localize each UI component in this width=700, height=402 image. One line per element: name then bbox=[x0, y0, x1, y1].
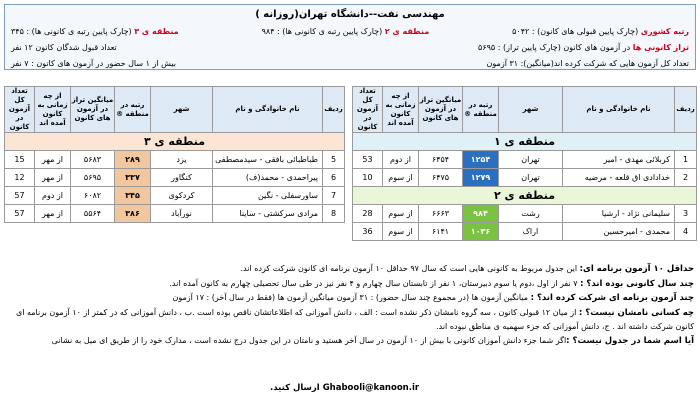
header-row-taraz bbox=[11, 43, 689, 52]
col-row: ردیف bbox=[323, 87, 345, 133]
table-row: 6 پیراحمدی - محمد(ف) کنگاور ۳۳۷ ۵۶۹۵ از مهر 12 bbox=[5, 169, 345, 187]
note-years: چند سال کانونی بوده اند؟ : ۷ نفر از اول ،دوم یا سوم دبیرستان، ۱ نفر از تابستان سال چهارم و ۴ نفر نیز در طی سال تحصیلی چهارم به کانون آمده اند. bbox=[169, 278, 694, 289]
note-min-exams: حداقل ۱۰ آزمون برنامه ای: این جدول مربوط به کانونی هایی است که سال ۹۷ حداقل ۱۰ آزمون برنامه ای کانون شرکت کرده اند. bbox=[240, 264, 694, 274]
col-name: نام خانوادگی و نام bbox=[563, 87, 675, 133]
col-total: تعداد کل آزمون در کانون bbox=[5, 87, 35, 133]
note-missing-names-cont: کانون شرکت داشته اند . ج، دانش آموزانی که جزء سهمیه ی مناطق نبوده اند. bbox=[436, 322, 694, 331]
table-row: 5 طباطبائی بافقی - سیدمصطفی یزد ۲۸۹ ۵۶۸۳ از مهر 15 bbox=[5, 151, 345, 169]
col-city: شهر bbox=[151, 87, 213, 133]
avg-exams: تعداد کل آزمون هایی که شرکت کرده اند(میانگین): ۳۱ آزمون bbox=[486, 59, 689, 68]
region1-heading: منطقه ی ۱ bbox=[353, 133, 697, 151]
region2-rank: منطقه ی ۲ (چارک پایین رتبه ی کانونی ها) : ۹۸۴ bbox=[261, 27, 430, 36]
regions-1-2-table bbox=[352, 86, 697, 241]
col-rank: رتبه در منطقه ® bbox=[463, 87, 499, 133]
col-row: ردیف bbox=[675, 87, 697, 133]
region2-heading: منطقه ی ۲ bbox=[353, 187, 697, 205]
table-row: 4 محمدی - امیرحسین اراک ۱۰۳۶ ۶۱۴۱ از سوم 36 bbox=[353, 223, 697, 241]
table-header-row bbox=[353, 87, 697, 133]
header-row-ranks bbox=[11, 27, 689, 36]
region-3-table bbox=[4, 86, 345, 223]
header-row-exams bbox=[11, 59, 689, 68]
email-line: Ghabooli@kanoon.ir ارسال کنید. bbox=[270, 383, 420, 393]
accepted-count: تعداد قبول شدگان کانون ۱۲ نفر bbox=[11, 43, 117, 52]
col-taraz: میانگین تراز در آزمون های کانون bbox=[71, 87, 115, 133]
col-city: شهر bbox=[499, 87, 563, 133]
col-total: تعداد کل آزمون در کانون bbox=[353, 87, 383, 133]
region3-heading: منطقه ی ۳ bbox=[5, 133, 345, 151]
col-name: نام خانوادگی و نام bbox=[213, 87, 323, 133]
table-header-row bbox=[5, 87, 345, 133]
over-one-year: بیش از ۱ سال حضور در آزمون های کانون : ۷ نفر bbox=[11, 59, 176, 68]
table-row: 3 سلیمانی نژاد - ارشیا رشت ۹۸۴ ۶۶۶۳ از سوم 28 bbox=[353, 205, 697, 223]
notes-section bbox=[6, 262, 694, 348]
page-title: مهندسی نفت--دانشگاه تهران(روزانه ) bbox=[255, 9, 445, 20]
region3-rank: منطقه ی ۳ (چارک پایین رتبه ی کانونی ها) : ۳۴۵ bbox=[11, 27, 179, 36]
taraz-summary: تراز کانونی ها در آزمون های کانون (چارک پایین تراز) : ۵۶۹۵ bbox=[478, 43, 689, 52]
col-rank: رتبه در منطقه ® bbox=[115, 87, 151, 133]
note-not-listed: آیا اسم شما در جدول نیست؟ :اگر شما جزء دانش آموزان کانونی با بیش از ۱۰ آزمون در سال آخر هستید و نامتان در این جدول درج نشده است ، مدارک خود را از طریق ای میل به نشانی bbox=[51, 335, 694, 346]
col-since: از چه زمانی به کانون آمده اند bbox=[35, 87, 71, 133]
col-taraz: میانگین تراز در آزمون های کانون bbox=[419, 87, 463, 133]
col-since: از چه زمانی به کانون آمده اند bbox=[383, 87, 419, 133]
summary-header bbox=[4, 4, 696, 70]
note-missing-names: چه کسانی نامشان نیست؟ : از میان ۱۲ قبولی کانون ، سه گروه نامشان ذکر نشده است : الف ، دانش آموزانی که اطلاعاتشان ناقص بوده است .ب ، دانش آموزانی که در کمتر از ۱۰ آزمون برنامه ای bbox=[15, 307, 694, 318]
table-row: 1 کربلائی مهدی - امیر تهران ۱۲۵۴ ۶۴۵۴ از دوم 53 bbox=[353, 151, 697, 169]
table-row: 2 خدادادی اق قلعه - مرضیه تهران ۱۲۷۹ ۶۴۷۵ از سوم 10 bbox=[353, 169, 697, 187]
national-rank: رتبه کشوری (چارک پایین قبولی های کانون) : ۵۰۴۲ bbox=[512, 27, 689, 36]
note-exam-count: چند آزمون برنامه ای شرکت کرده اند؟ : میانگین آزمون ها (در مجموع چند سال حضور) : ۳۱ آزمون میانگین آزمون ها (فقط در سال آخر) : ۱۷ آزمون bbox=[172, 293, 694, 303]
table-row: 8 مرادی سرکشتی - ساینا نورآباد ۳۸۶ ۵۵۶۴ از مهر 57 bbox=[5, 205, 345, 223]
table-row: 7 ساورسفلی - نگین کردکوی ۳۴۵ ۶۰۸۲ از دوم 57 bbox=[5, 187, 345, 205]
email-link[interactable]: Ghabooli@kanoon.ir bbox=[322, 383, 420, 393]
